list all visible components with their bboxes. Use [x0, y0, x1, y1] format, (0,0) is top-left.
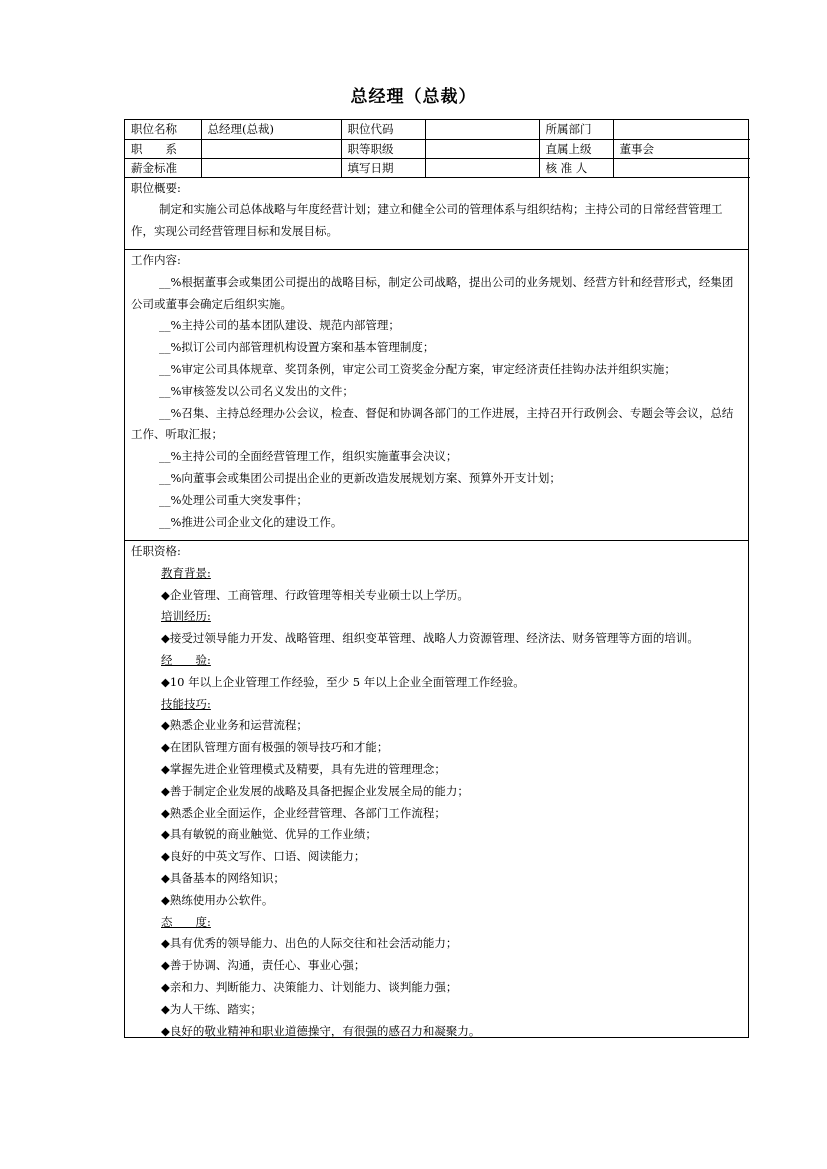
- label-position-name: 职位名称: [125, 120, 201, 139]
- overview-text: 制定和实施公司总体战略与年度经营计划；建立和健全公司的管理体系与组织结构；主持公司的日常经营管理工作，实现公司经营管理目标和发展目标。: [131, 202, 723, 238]
- label-job-family: 职 系: [125, 139, 201, 158]
- duty-item: __%处理公司重大突发事件；: [159, 492, 308, 507]
- training-label: 培训经历:: [161, 609, 211, 624]
- duties-heading: 工作内容:: [131, 253, 181, 267]
- duties-list: [131, 272, 744, 534]
- attitude-label: 态 度:: [161, 914, 211, 929]
- skill-item: ◆具有敏锐的商业触觉、优异的工作业绩；: [161, 827, 377, 842]
- duty-item: __%根据董事会或集团公司提出的战略目标，制定公司战略，提出公司的业务规划、经营方针和经营形式，经集团公司或董事会确定后组织实施。: [131, 274, 734, 311]
- skill-item: ◆在团队管理方面有极强的领导技巧和才能；: [161, 740, 389, 755]
- label-salary-standard: 薪金标准: [125, 158, 201, 177]
- skill-item: ◆熟悉企业业务和运营流程；: [161, 718, 308, 733]
- attitude-item: ◆具有优秀的领导能力、出色的人际交往和社会活动能力；: [161, 936, 458, 951]
- skill-item: ◆善于制定企业发展的战略及具备把握企业发展全局的能力；: [161, 783, 469, 798]
- duty-item: __%召集、主持总经理办公会议，检查、督促和协调各部门的工作进展，主持召开行政例会、专题会等会议，总结工作、听取汇报；: [131, 405, 734, 442]
- training-item: ◆接受过领导能力开发、战略管理、组织变革管理、战略人力资源管理、经济法、财务管理等方面的培训。: [161, 631, 699, 646]
- value-fill-date: [425, 158, 539, 177]
- duty-item: __%向董事会或集团公司提出企业的更新改造发展规划方案、预算外开支计划；: [159, 470, 561, 485]
- duties-section: [125, 250, 748, 533]
- info-row-1: [125, 120, 750, 139]
- duty-item: __%推进公司企业文化的建设工作。: [159, 514, 343, 529]
- skill-item: ◆掌握先进企业管理模式及精要，具有先进的管理理念；: [161, 761, 446, 776]
- label-approver: 核 准 人: [539, 158, 613, 177]
- duty-item: __%审核签发以公司名义发出的文件；: [159, 383, 354, 398]
- skill-item: ◆具备基本的网络知识；: [161, 870, 285, 885]
- attitude-item: ◆为人干练、踏实；: [161, 1001, 262, 1016]
- attitude-item: ◆亲和力、判断能力、决策能力、计划能力、谈判能力强；: [161, 979, 458, 994]
- experience-item: ◆10 年以上企业管理工作经验，至少 5 年以上企业全面管理工作经验。: [161, 674, 525, 689]
- qualifications-section: [125, 541, 748, 1042]
- value-grade-level: [425, 139, 539, 158]
- overview-section: [125, 178, 748, 243]
- qualifications-body: [131, 563, 744, 1043]
- skill-item: ◆良好的中英文写作、口语、阅读能力；: [161, 849, 366, 864]
- value-job-family: [201, 139, 341, 158]
- value-salary-standard: [201, 158, 341, 177]
- duty-item: __%审定公司具体规章、奖罚条例，审定公司工资奖金分配方案，审定经济责任挂钩办法并组织实施；: [159, 361, 676, 376]
- experience-label: 经 验:: [161, 652, 211, 667]
- info-row-3: [125, 158, 750, 177]
- duty-item: __%拟订公司内部管理机构设置方案和基本管理制度；: [159, 340, 435, 355]
- education-label: 教育背景:: [161, 565, 211, 580]
- label-department: 所属部门: [539, 120, 613, 139]
- document-title: 总经理（总裁）: [350, 87, 477, 107]
- overview-heading: 职位概要:: [131, 181, 181, 195]
- duty-item: __%主持公司的基本团队建设、规范内部管理；: [159, 318, 400, 333]
- duty-item: __%主持公司的全面经营管理工作，组织实施董事会决议；: [159, 449, 458, 464]
- label-direct-superior: 直属上级: [539, 139, 613, 158]
- info-row-2: [125, 139, 750, 158]
- attitude-item: ◆良好的敬业精神和职业道德操守，有很强的感召力和凝聚力。: [161, 1023, 481, 1038]
- label-fill-date: 填写日期: [341, 158, 425, 177]
- education-item: ◆企业管理、工商管理、行政管理等相关专业硕士以上学历。: [161, 587, 469, 602]
- attitude-item: ◆善于协调、沟通，责任心、事业心强；: [161, 958, 366, 973]
- value-position-name: 总经理(总裁): [201, 120, 341, 139]
- job-description-form: [124, 119, 749, 1038]
- value-position-code: [425, 120, 539, 139]
- info-table: [125, 120, 750, 178]
- value-approver: [613, 158, 750, 177]
- skills-label: 技能技巧:: [161, 696, 211, 711]
- skill-item: ◆熟悉企业全面运作，企业经营管理、各部门工作流程；: [161, 805, 446, 820]
- qualifications-heading: 任职资格:: [131, 544, 181, 558]
- label-grade-level: 职等职级: [341, 139, 425, 158]
- value-department: [613, 120, 750, 139]
- value-direct-superior: 董事会: [613, 139, 750, 158]
- skill-item: ◆熟练使用办公软件。: [161, 892, 274, 907]
- label-position-code: 职位代码: [341, 120, 425, 139]
